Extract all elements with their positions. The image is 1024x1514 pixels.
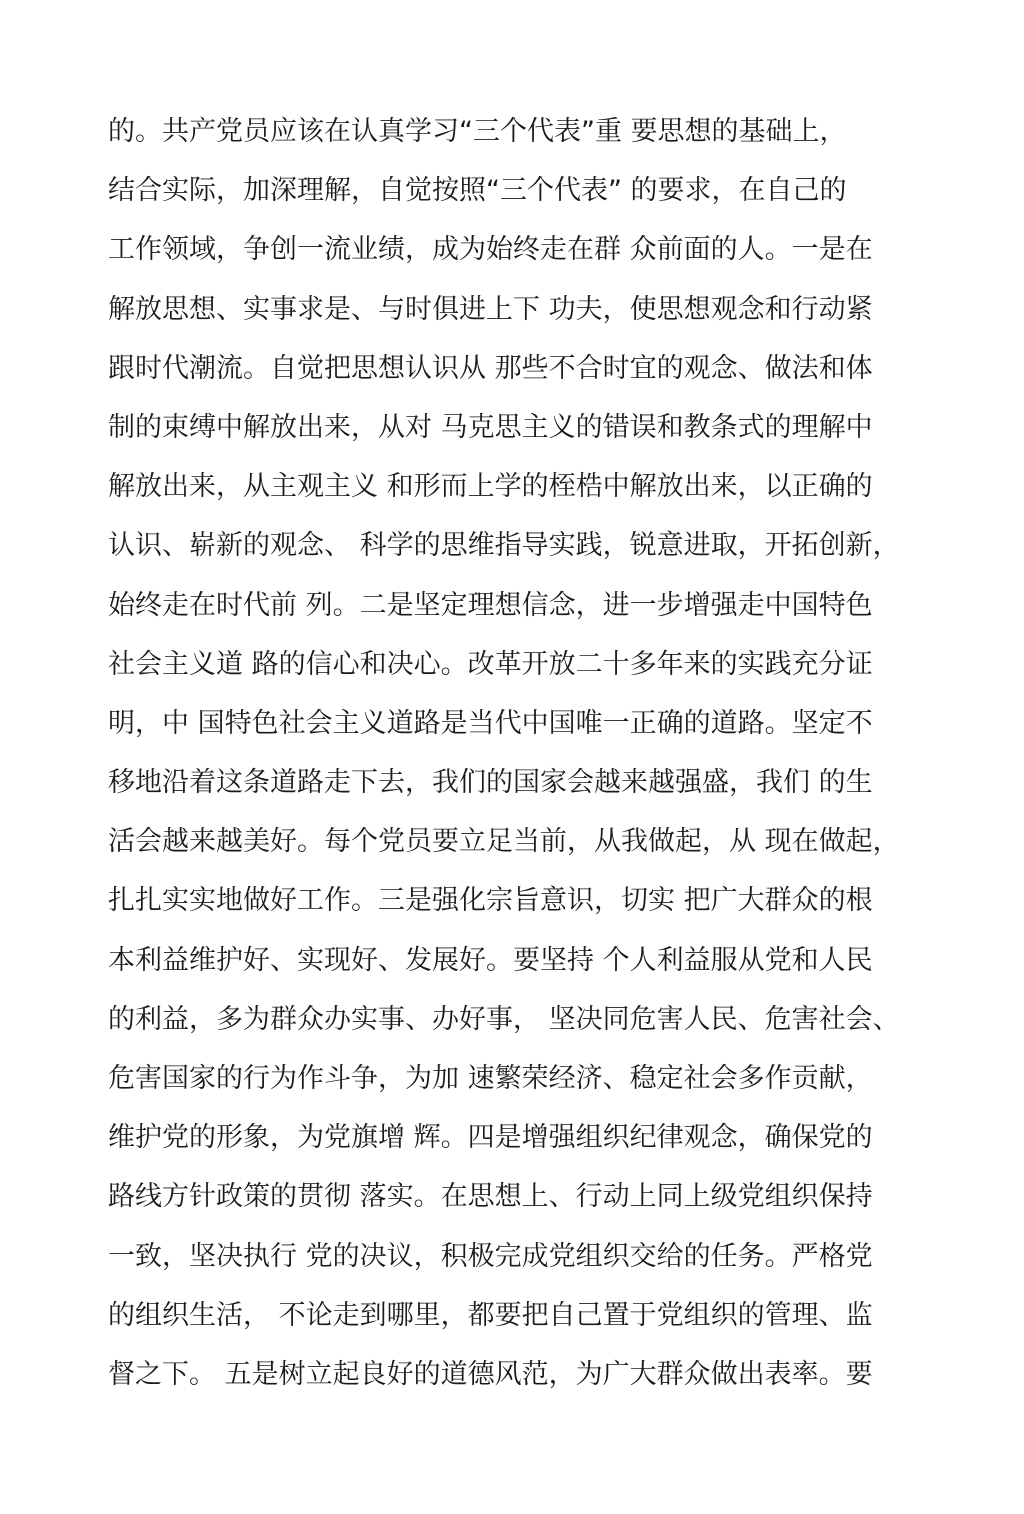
text-line: 明，中 国特色社会主义道路是当代中国唯一正确的道路。坚定不 [108, 707, 873, 739]
text-line: 本利益维护好、实现好、发展好。要坚持 个人利益服从党和人民 [108, 944, 873, 976]
text-line: 的组织生活， 不论走到哪里，都要把自己置于党组织的管理、监 [108, 1299, 873, 1331]
text-line: 解放思想、实事求是、与时俱进上下 功夫，使思想观念和行动紧 [108, 293, 873, 325]
text-line: 结合实际，加深理解，自觉按照“三个代表” 的要求，在自己的 [108, 175, 847, 207]
text-line: 移地沿着这条道路走下去，我们的国家会越来越强盛，我们 的生 [108, 767, 873, 799]
text-line: 维护党的形象，为党旗增 辉。四是增强组织纪律观念，确保党的 [108, 1122, 873, 1154]
text-line: 一致，坚决执行 党的决议，积极完成党组织交给的任务。严格党 [108, 1240, 873, 1272]
text-line: 路线方针政策的贯彻 落实。在思想上、行动上同上级党组织保持 [108, 1181, 873, 1213]
body-text [108, 102, 938, 1404]
text-line: 督之下。 五是树立起良好的道德风范，为广大群众做出表率。要 [108, 1358, 873, 1390]
text-line: 始终走在时代前 列。二是坚定理想信念，进一步增强走中国特色 [108, 589, 873, 621]
text-line: 解放出来，从主观主义 和形而上学的桎梏中解放出来，以正确的 [108, 471, 873, 503]
text-line: 扎扎实实地做好工作。三是强化宗旨意识，切实 把广大群众的根 [108, 885, 873, 917]
text-line: 认识、崭新的观念、 科学的思维指导实践，锐意进取，开拓创新， [108, 530, 900, 562]
text-line: 的利益，多为群众办实事、办好事， 坚决同危害人民、危害社会、 [108, 1003, 900, 1035]
text-line: 制的束缚中解放出来，从对 马克思主义的错误和教条式的理解中 [108, 411, 873, 443]
text-line: 活会越来越美好。每个党员要立足当前，从我做起，从 现在做起， [108, 826, 900, 858]
text-line: 危害国家的行为作斗争，为加 速繁荣经济、稳定社会多作贡献， [108, 1063, 873, 1094]
text-line: 工作领域，争创一流业绩，成为始终走在群 众前面的人。一是在 [108, 234, 873, 266]
text-line: 跟时代潮流。自觉把思想认识从 那些不合时宜的观念、做法和体 [108, 352, 873, 384]
text-line: 社会主义道 路的信心和决心。改革开放二十多年来的实践充分证 [108, 648, 873, 680]
text-line: 的。共产党员应该在认真学习“三个代表”重 要思想的基础上， [108, 116, 847, 147]
